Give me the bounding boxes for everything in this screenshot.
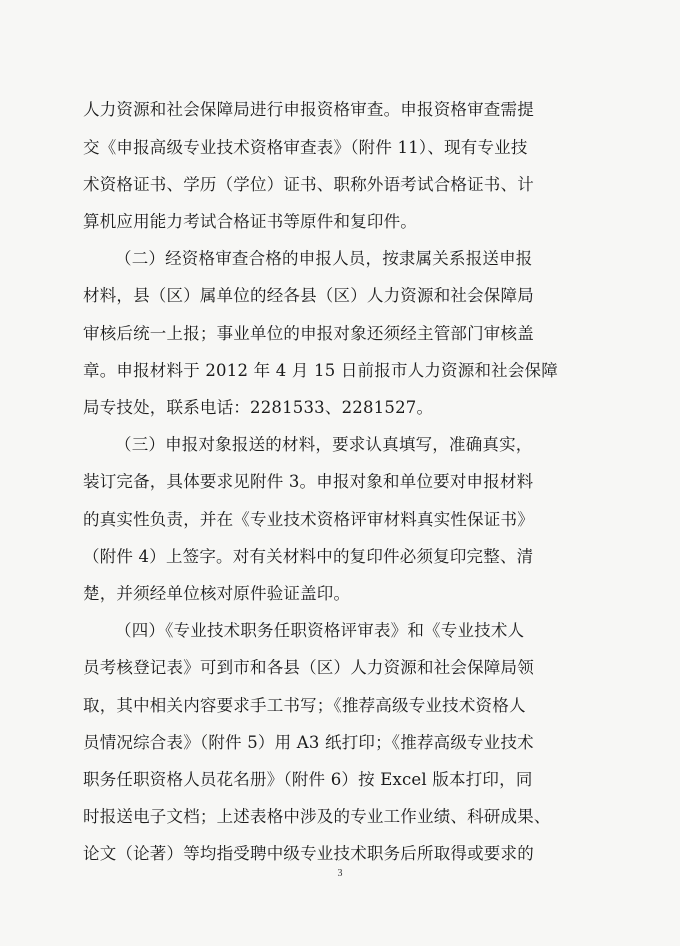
text-line-21: 论文（论著）等均指受聘中级专业技术职务后所取得或要求的 xyxy=(83,844,534,863)
page-number: 3 xyxy=(337,868,343,879)
text-line-11: 装订完备，具体要求见附件 3。申报对象和单位要对申报材料 xyxy=(83,472,534,491)
text-line-2: 交《申报高级专业技术资格审查表》（附件 11）、现有专业技 xyxy=(83,138,528,157)
text-line-4: 算机应用能力考试合格证书等原件和复印件。 xyxy=(83,212,417,231)
text-line-17: 取，其中相关内容要求手工书写；《推荐高级专业技术资格人 xyxy=(83,696,526,715)
text-line-6: 材料，县（区）属单位的经各县（区）人力资源和社会保障局 xyxy=(83,286,534,305)
text-line-18: 员情况综合表》（附件 5）用 A3 纸打印；《推荐高级专业技术 xyxy=(83,733,534,752)
text-line-20: 时报送电子文档；上述表格中涉及的专业工作业绩、科研成果、 xyxy=(83,807,551,826)
text-line-8: 章。申报材料于 2012 年 4 月 15 日前报市人力资源和社会保障 xyxy=(83,361,558,380)
text-line-9: 局专技处，联系电话：2281533、2281527。 xyxy=(83,398,434,417)
text-line-15: （四）《专业技术职务任职资格评审表》和《专业技术人 xyxy=(115,621,525,640)
text-line-16: 员考核登记表》可到市和各县（区）人力资源和社会保障局领 xyxy=(83,658,534,677)
text-line-1: 人力资源和社会保障局进行申报资格审查。申报资格审查需提 xyxy=(83,100,534,119)
text-line-12: 的真实性负责，并在《专业技术资格评审材料真实性保证书》 xyxy=(83,510,534,529)
text-line-19: 职务任职资格人员花名册》（附件 6）按 Excel 版本打印，同 xyxy=(83,770,533,789)
text-line-13: （附件 4）上签字。对有关材料中的复印件必须复印完整、清 xyxy=(83,547,534,566)
text-line-3: 术资格证书、学历（学位）证书、职称外语考试合格证书、计 xyxy=(83,175,534,194)
text-line-7: 审核后统一上报；事业单位的申报对象还须经主管部门审核盖 xyxy=(83,324,534,343)
text-line-14: 楚，并须经单位核对原件验证盖印。 xyxy=(83,584,351,603)
text-line-5: （二）经资格审查合格的申报人员，按隶属关系报送申报 xyxy=(115,249,533,268)
text-line-10: （三）申报对象报送的材料，要求认真填写，准确真实， xyxy=(115,435,533,454)
